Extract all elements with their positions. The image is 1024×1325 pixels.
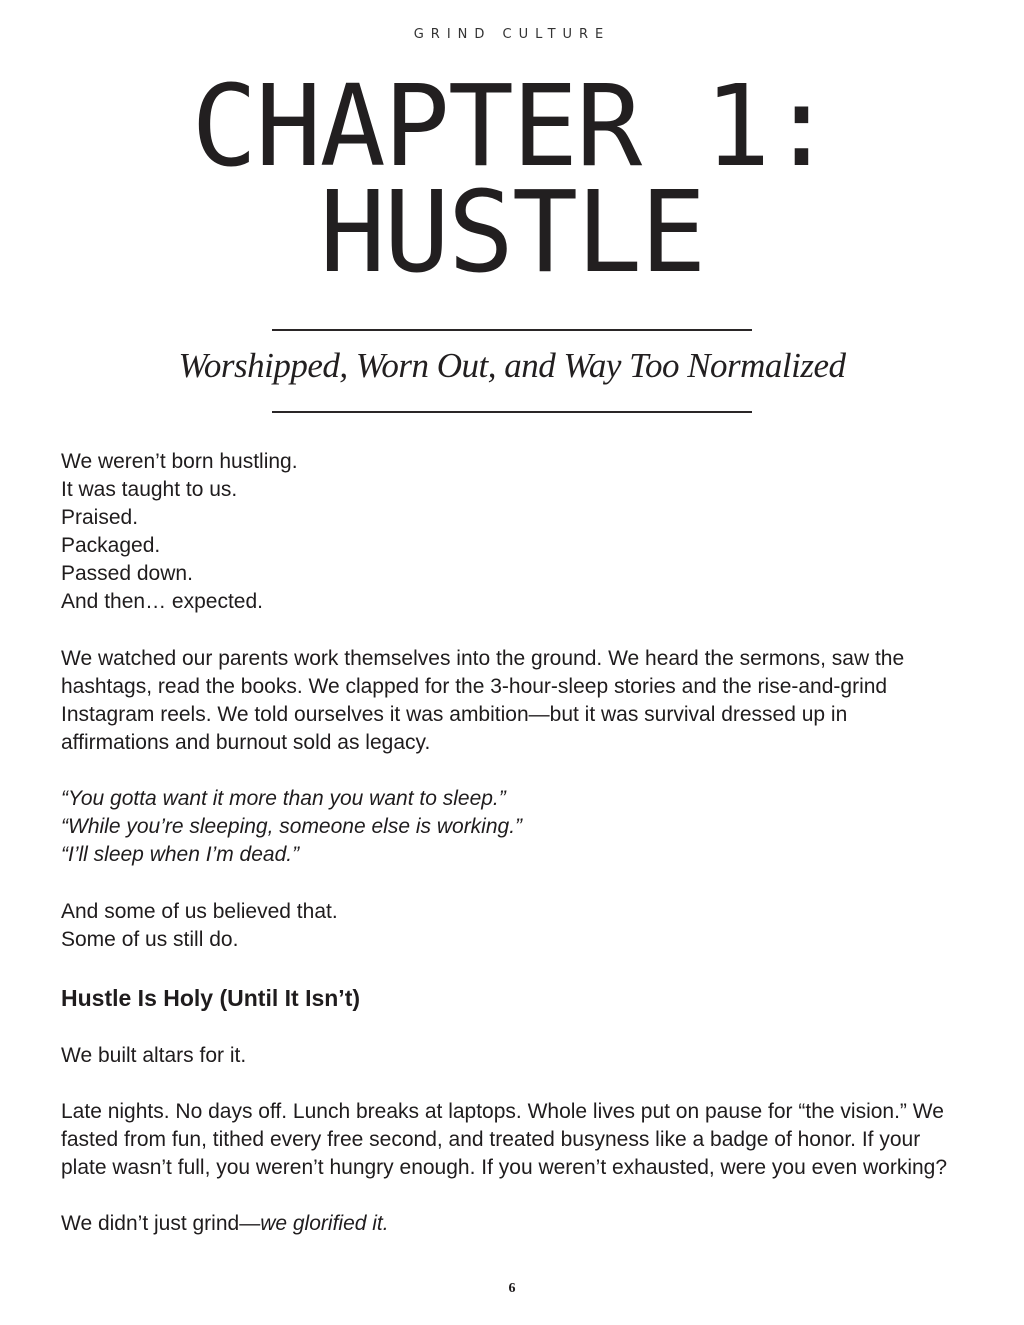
belief-line: Some of us still do. [61, 927, 239, 951]
closing-italic: we glorified it. [260, 1212, 389, 1236]
chapter-title-line-1: CHAPTER 1: [191, 62, 833, 192]
intro-line: We weren’t born hustling. [61, 450, 298, 473]
body-text [61, 448, 961, 1267]
intro-line: Passed down. [61, 562, 193, 586]
intro-line: And then… expected. [61, 590, 263, 614]
page-number: 6 [508, 1281, 516, 1296]
quote-stanza [61, 785, 961, 869]
paragraph: We watched our parents work themselves into the ground. We heard the sermons, saw the hashtags, read the books. We clapped for the 3-hour-sleep stories and the rise-and-grind Instagram reels. We told ourselves it was ambition—but it was survival dressed up in affirmations and burnout sold as legacy. [61, 646, 905, 754]
running-header: GRIND CULTURE [413, 27, 611, 42]
chapter-subtitle: Worshipped, Worn Out, and Way Too Normalized [178, 346, 846, 385]
closing-line [61, 1210, 961, 1238]
divider-bottom [272, 411, 752, 413]
paragraph: Late nights. No days off. Lunch breaks at laptops. Whole lives put on pause for “the vision.” We fasted from fun, tithed every free second, and treated busyness like a badge of honor. If your plate wasn’t full, you weren’t hungry enough. If you weren’t exhausted, were you even working? [61, 1099, 948, 1180]
quote-line: “While you’re sleeping, someone else is working.” [61, 815, 523, 839]
paragraph: We built altars for it. [61, 1043, 247, 1067]
intro-line: It was taught to us. [61, 478, 238, 502]
section-heading: Hustle Is Holy (Until It Isn’t) [61, 984, 361, 1011]
divider-top [272, 329, 752, 331]
intro-line: Praised. [61, 506, 139, 530]
quote-line: “You gotta want it more than you want to sleep.” [61, 787, 506, 811]
closing-plain: We didn’t just grind— [61, 1212, 261, 1236]
intro-line: Packaged. [61, 534, 161, 558]
chapter-title-line-2: HUSTLE [319, 168, 705, 298]
intro-stanza [61, 448, 961, 617]
belief-stanza [61, 898, 961, 954]
belief-line: And some of us believed that. [61, 899, 338, 923]
chapter-title [10, 62, 1014, 298]
quote-line: “I’ll sleep when I’m dead.” [61, 843, 300, 867]
